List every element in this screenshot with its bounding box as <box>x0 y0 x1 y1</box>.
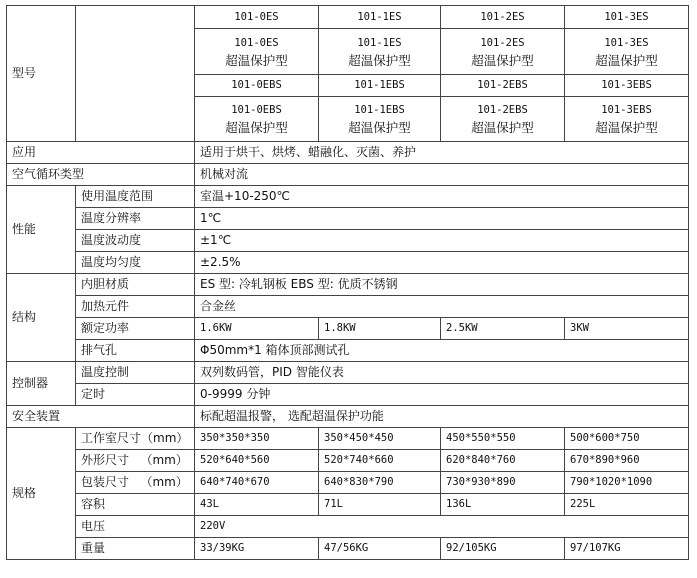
temp-control-label: 温度控制 <box>76 362 195 384</box>
protect-type: 超温保护型 <box>471 52 534 68</box>
timer-value: 0-9999 分钟 <box>195 384 689 406</box>
protect-type: 超温保护型 <box>595 52 658 68</box>
volume-value: 136L <box>441 494 565 516</box>
chamber-size-value: 500*600*750 <box>565 428 689 450</box>
spec-row <box>7 472 689 494</box>
power-value: 3KW <box>565 318 689 340</box>
air-circulation-label: 空气循环类型 <box>7 164 195 186</box>
model-code: 101-1EBS <box>354 104 405 116</box>
model-cell: 101-1EBS <box>319 75 441 97</box>
model-label: 型号 <box>7 6 76 142</box>
model-cell: 101-1ES <box>319 6 441 29</box>
power-value: 1.8KW <box>319 318 441 340</box>
specs-label: 规格 <box>7 428 76 560</box>
chamber-size-unit: （mm） <box>141 431 189 445</box>
power-value: 2.5KW <box>441 318 565 340</box>
temp-range-label: 使用温度范围 <box>76 186 195 208</box>
resolution-label: 温度分辨率 <box>76 208 195 230</box>
chamber-size-value: 350*450*450 <box>319 428 441 450</box>
model-cell: 101-2ES <box>441 6 565 29</box>
model-protect-cell <box>565 97 689 142</box>
air-circulation-row <box>7 164 689 186</box>
safety-label: 安全装置 <box>7 406 195 428</box>
weight-value: 92/105KG <box>441 538 565 560</box>
uniformity-label: 温度均匀度 <box>76 252 195 274</box>
chamber-size-label <box>76 428 195 450</box>
package-size-value: 640*740*670 <box>195 472 319 494</box>
structure-label: 结构 <box>7 274 76 362</box>
outer-size-unit: （mm） <box>140 453 188 467</box>
voltage-label: 电压 <box>76 516 195 538</box>
model-cell: 101-0ES <box>195 6 319 29</box>
weight-label: 重量 <box>76 538 195 560</box>
outer-size-value: 670*890*960 <box>565 450 689 472</box>
protect-type: 超温保护型 <box>225 52 288 68</box>
structure-row <box>7 274 689 296</box>
application-label: 应用 <box>7 142 195 164</box>
protect-type: 超温保护型 <box>348 120 411 135</box>
package-size-label <box>76 472 195 494</box>
weight-value: 97/107KG <box>565 538 689 560</box>
uniformity-value: ±2.5% <box>195 252 689 274</box>
structure-row <box>7 318 689 340</box>
chamber-size-text: 工作室尺寸 <box>81 431 142 445</box>
model-code: 101-0ES <box>234 36 279 49</box>
voltage-value: 220V <box>195 516 689 538</box>
weight-value: 47/56KG <box>319 538 441 560</box>
protect-type: 超温保护型 <box>595 120 658 135</box>
package-size-text: 包装尺寸 <box>81 475 130 489</box>
controller-row <box>7 362 689 384</box>
model-cell: 101-0EBS <box>195 75 319 97</box>
volume-label: 容积 <box>76 494 195 516</box>
fluctuation-label: 温度波动度 <box>76 230 195 252</box>
performance-row <box>7 208 689 230</box>
spec-row <box>7 450 689 472</box>
application-value: 适用于烘干、烘烤、蜡融化、灭菌、养护 <box>195 142 689 164</box>
volume-value: 43L <box>195 494 319 516</box>
chamber-size-value: 350*350*350 <box>195 428 319 450</box>
protect-type: 超温保护型 <box>471 120 534 135</box>
heater-value: 合金丝 <box>195 296 689 318</box>
performance-row <box>7 186 689 208</box>
model-blank-cell <box>76 6 195 142</box>
vent-label: 排气孔 <box>76 340 195 362</box>
performance-label: 性能 <box>7 186 76 274</box>
outer-size-text: 外形尺寸 <box>81 453 130 467</box>
model-cell: 101-2EBS <box>441 75 565 97</box>
timer-label: 定时 <box>76 384 195 406</box>
temp-range-value: 室温+10-250℃ <box>195 186 689 208</box>
performance-row <box>7 252 689 274</box>
model-code: 101-1ES <box>357 36 402 49</box>
model-protect-cell <box>195 29 319 75</box>
model-protect-cell <box>195 97 319 142</box>
fluctuation-value: ±1℃ <box>195 230 689 252</box>
vent-value: Φ50mm*1 箱体顶部测试孔 <box>195 340 689 362</box>
model-code: 101-2EBS <box>477 104 528 116</box>
package-size-value: 790*1020*1090 <box>565 472 689 494</box>
weight-value: 33/39KG <box>195 538 319 560</box>
spec-row <box>7 538 689 560</box>
outer-size-value: 620*840*760 <box>441 450 565 472</box>
model-protect-cell <box>565 29 689 75</box>
air-circulation-value: 机械对流 <box>195 164 689 186</box>
model-code: 101-2ES <box>480 36 525 49</box>
liner-label: 内胆材质 <box>76 274 195 296</box>
structure-row <box>7 296 689 318</box>
resolution-value: 1℃ <box>195 208 689 230</box>
model-cell: 101-3ES <box>565 6 689 29</box>
liner-value: ES 型: 冷轧钢板 EBS 型: 优质不锈钢 <box>195 274 689 296</box>
package-size-value: 730*930*890 <box>441 472 565 494</box>
outer-size-value: 520*640*560 <box>195 450 319 472</box>
spec-row <box>7 516 689 538</box>
application-row <box>7 142 689 164</box>
safety-value: 标配超温报警， 选配超温保护功能 <box>195 406 689 428</box>
performance-row <box>7 230 689 252</box>
model-protect-cell <box>319 29 441 75</box>
model-code: 101-3EBS <box>601 104 652 116</box>
chamber-size-value: 450*550*550 <box>441 428 565 450</box>
spec-table <box>6 5 689 560</box>
model-protect-cell <box>441 29 565 75</box>
package-size-value: 640*830*790 <box>319 472 441 494</box>
safety-row <box>7 406 689 428</box>
outer-size-value: 520*740*660 <box>319 450 441 472</box>
structure-row <box>7 340 689 362</box>
protect-type: 超温保护型 <box>348 52 411 68</box>
power-value: 1.6KW <box>195 318 319 340</box>
outer-size-label <box>76 450 195 472</box>
power-label: 额定功率 <box>76 318 195 340</box>
model-protect-cell <box>441 97 565 142</box>
model-cell: 101-3EBS <box>565 75 689 97</box>
controller-row <box>7 384 689 406</box>
spec-row <box>7 494 689 516</box>
package-size-unit: （mm） <box>140 475 188 489</box>
controller-label: 控制器 <box>7 362 76 406</box>
spec-row <box>7 428 689 450</box>
heater-label: 加热元件 <box>76 296 195 318</box>
model-protect-cell <box>319 97 441 142</box>
volume-value: 71L <box>319 494 441 516</box>
protect-type: 超温保护型 <box>225 120 288 135</box>
temp-control-value: 双列数码管，PID 智能仪表 <box>195 362 689 384</box>
model-code: 101-0EBS <box>231 104 282 116</box>
model-code: 101-3ES <box>604 36 649 49</box>
model-row-1 <box>7 6 689 29</box>
volume-value: 225L <box>565 494 689 516</box>
